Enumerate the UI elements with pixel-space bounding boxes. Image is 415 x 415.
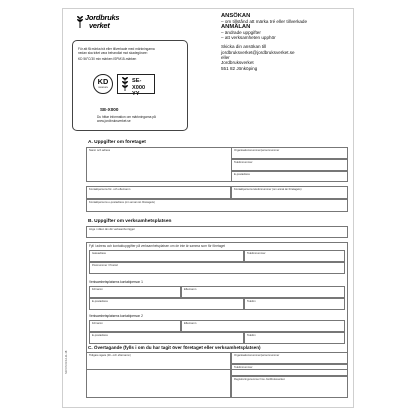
contact-name-label: Kontaktpersons för- och efternamn	[89, 188, 131, 191]
site-phone-field[interactable]	[244, 250, 345, 262]
jordbruksverket-logo	[73, 13, 133, 35]
contact1-phone-label: Telefon	[247, 300, 256, 303]
kd-sub: SWEDEN	[98, 87, 108, 89]
contact1-last-name-field[interactable]	[181, 286, 345, 298]
contact1-first-name-field[interactable]	[89, 286, 181, 298]
logo-text-2: verket	[89, 20, 110, 30]
report-heading: ANMÄLAN	[221, 23, 251, 30]
contact1-first-name-label: Förnamn	[92, 288, 103, 291]
info-more-2: www.jordbruksverket.se	[97, 119, 131, 124]
ippc-wheat-icon	[119, 76, 131, 92]
takeover-org-field[interactable]	[231, 352, 348, 364]
form-page	[62, 8, 354, 408]
form-title	[221, 14, 351, 71]
ispm15-mark	[117, 74, 155, 98]
contact2-email-field[interactable]	[89, 332, 244, 344]
section-b-heading: B. Uppgifter om verksamhetsplatsen	[88, 219, 172, 224]
info-standard: KD 56°C/30 min märken ISPM15-märken	[78, 57, 137, 62]
contact-email-label: Kontaktpersons e-postadress (om annan än företagets)	[89, 201, 155, 204]
send-line-1: Skicka din ansökan till	[221, 44, 267, 50]
fill-note: Fyll i adress och kontaktuppgifter på verksamhetsplatsen om de inte är samma som för företaget	[89, 244, 226, 248]
se-caption: SE-X000	[100, 107, 119, 112]
site-street-field[interactable]	[89, 250, 244, 262]
takeover-phone-label: Telefonnummer	[234, 366, 253, 369]
contact1-last-name-label: Efternamn	[184, 288, 197, 291]
company-name-label: Namn och adress	[89, 149, 111, 152]
send-line-2: jordbruksverket@jordbruksverket.se	[221, 49, 295, 55]
contact1-phone-field[interactable]	[244, 298, 345, 310]
apply-heading: ANSÖKAN	[221, 13, 251, 19]
form-code: SJV FS 03 12-11-18	[65, 350, 68, 374]
section-c-heading: C. Övertagande (fylls i om du har tagit över företaget eller verksamhetsplatsen)	[88, 345, 261, 350]
contact1-email-label: E-postadress	[92, 300, 108, 303]
contact-name-field[interactable]	[86, 186, 231, 199]
report-sub-2: – att verksamheten upphör	[221, 35, 276, 41]
send-line-5: 551 82 Jönköping	[221, 65, 258, 71]
contact2-last-name-label: Efternamn	[184, 322, 197, 325]
info-intro-1: För att få märka trä eller tillverkade med märkningarna	[78, 47, 155, 51]
takeover-reg-field[interactable]	[231, 376, 348, 398]
kd-mark	[93, 74, 113, 94]
site-phone-label: Telefonnummer	[247, 252, 266, 255]
contact-phone-label: Kontaktpersons telefonnummer (om annat än företagets)	[234, 188, 302, 191]
org-number-field[interactable]	[231, 147, 348, 159]
county-field[interactable]	[86, 226, 348, 238]
send-line-3: eller	[221, 55, 230, 61]
company-phone-field[interactable]	[231, 159, 348, 171]
contact1-heading: Verksamhetsplatsens kontaktperson 1	[89, 280, 143, 284]
kd-label: KD	[97, 77, 109, 86]
contact2-first-name-field[interactable]	[89, 320, 181, 332]
contact2-phone-label: Telefon	[247, 334, 256, 337]
takeover-phone-field[interactable]	[231, 364, 348, 376]
company-email-field[interactable]	[231, 171, 348, 182]
contact2-phone-field[interactable]	[244, 332, 345, 344]
county-label: Ange i vilken län din verksamhet ligger	[89, 228, 135, 231]
contact-email-field[interactable]	[86, 199, 348, 212]
yy-label: YY	[132, 91, 140, 98]
info-more-1: Du hittar information om märkningarna på	[97, 115, 156, 119]
takeover-reg-label: Registreringsnummer hos Jordbruksverket	[234, 378, 285, 381]
takeover-org-label: Organisationsnummer/personnummer	[234, 354, 280, 357]
contact-phone-field[interactable]	[231, 186, 348, 199]
company-phone-label: Telefonnummer	[234, 161, 253, 164]
marking-info-box	[72, 40, 188, 131]
contact1-email-field[interactable]	[89, 298, 244, 310]
site-postal-label: Postnummer / Postort	[92, 264, 118, 267]
apply-sub: – om tillstånd att märka tré eller tillverkade	[221, 19, 308, 25]
logo-text-1: Jordbruks	[85, 13, 120, 22]
company-email-label: E-postadress	[234, 173, 250, 176]
contact2-heading: Verksamhetsplatsens kontaktperson 2	[89, 314, 143, 318]
site-street-label: Gatuadress	[92, 252, 106, 255]
site-postal-field[interactable]	[89, 262, 345, 274]
org-number-label: Organisationsnummer/personnummer	[234, 149, 280, 152]
info-intro-2: nedan ska träet vara behandlat mot skadegörare:	[78, 51, 148, 56]
section-a-heading: A. Uppgifter om företaget	[88, 140, 146, 145]
se-label: SE-X000	[132, 78, 146, 91]
report-sub-1: – ändrade uppgifter	[221, 29, 261, 35]
send-line-4: Jordbruksverket	[221, 60, 254, 66]
contact2-first-name-label: Förnamn	[92, 322, 103, 325]
contact2-email-label: E-postadress	[92, 334, 108, 337]
contact2-last-name-field[interactable]	[181, 320, 345, 332]
previous-owner-label: Tidigare ägare (för- och efternamn)	[89, 354, 131, 357]
previous-owner-field[interactable]	[86, 352, 231, 398]
